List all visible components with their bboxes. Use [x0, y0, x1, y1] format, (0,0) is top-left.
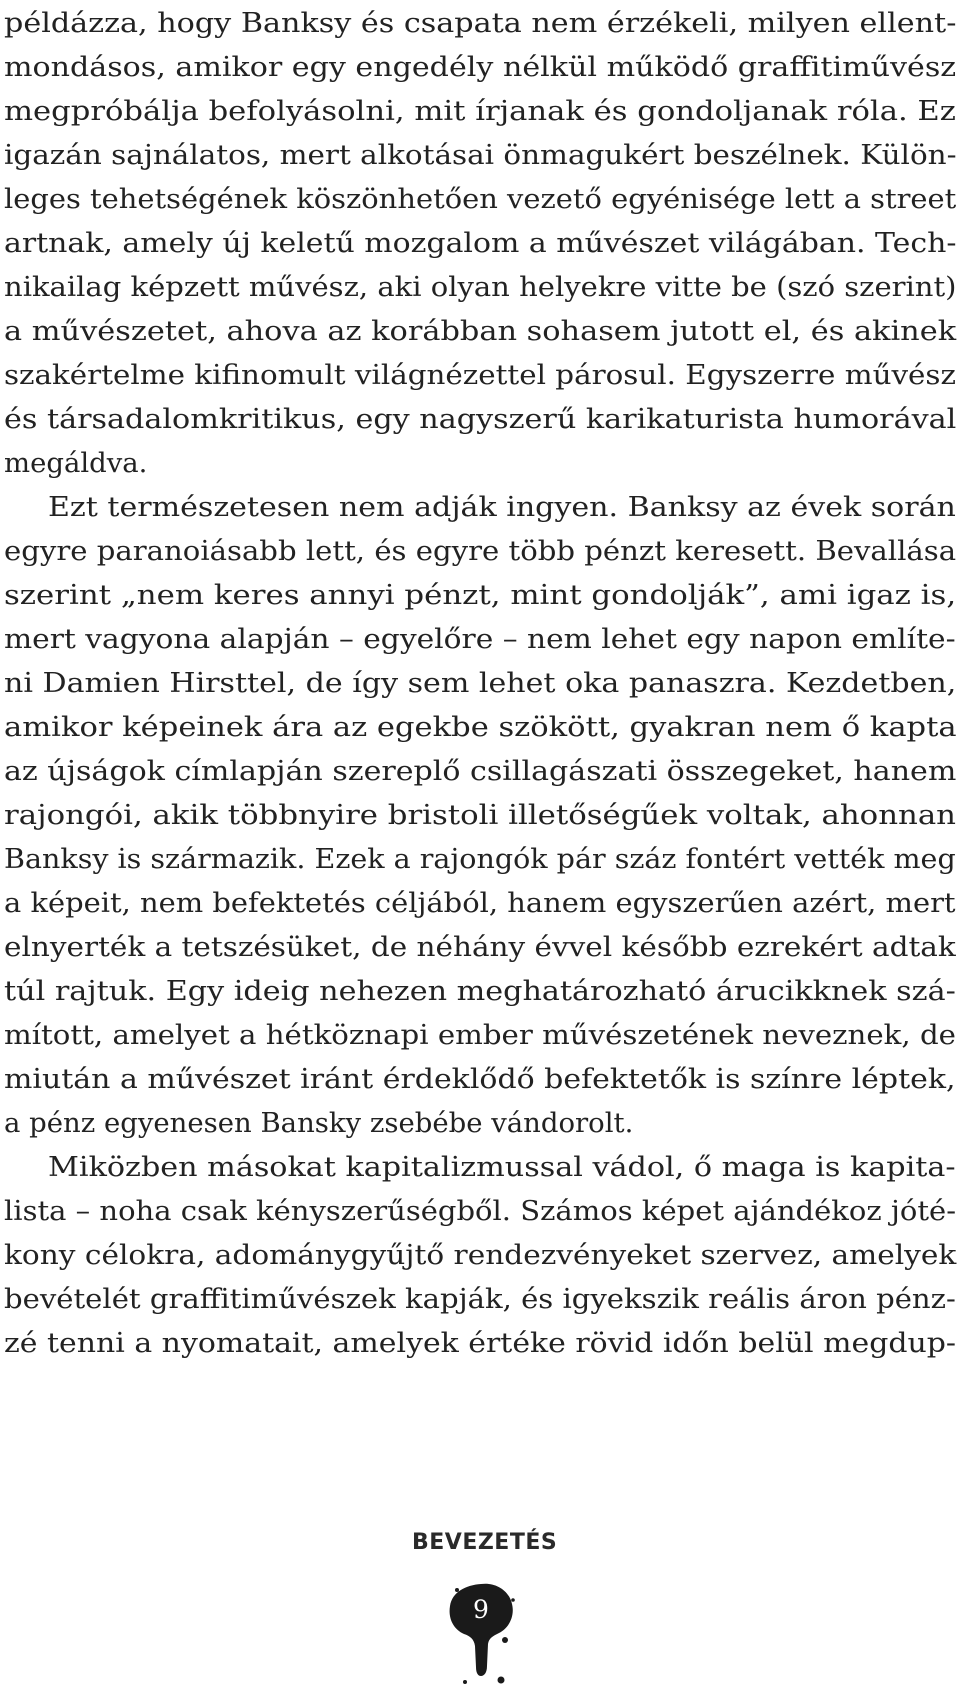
text-line: megpróbálja befolyásolni, mit írjanak és gondoljanak róla. Ez — [4, 95, 956, 127]
text-line-last: a pénz egyenesen Bansky zsebébe vándorolt. — [4, 1107, 634, 1139]
text-line: kony célokra, adománygyűjtő rendezvényeket szervez, amelyek — [4, 1239, 957, 1271]
text-line: a képeit, nem befektetés céljából, hanem egyszerűen azért, mert — [4, 887, 956, 919]
text-line: túl rajtuk. Egy ideig nehezen meghatározható árucikknek szá- — [4, 975, 956, 1007]
text-line: nikailag képzett művész, aki olyan helyekre vitte be (szó szerint) — [4, 271, 957, 303]
text-line: miután a művészet iránt érdeklődő befektetők is színre léptek, — [4, 1063, 956, 1095]
text-line: szakértelme kifinomult világnézettel párosul. Egyszerre művész — [4, 359, 956, 391]
text-line: elnyerték a tetszésüket, de néhány évvel később ezrekért adtak — [4, 931, 956, 963]
text-line: igazán sajnálatos, mert alkotásai önmagukért beszélnek. Külön- — [4, 139, 957, 171]
text-line: szerint „nem keres annyi pénzt, mint gondolják”, ami igaz is, — [4, 579, 957, 611]
text-line: Banksy is származik. Ezek a rajongók pár száz fontért vették meg — [4, 843, 956, 875]
text-line: egyre paranoiásabb lett, és egyre több pénzt keresett. Bevallása — [4, 535, 957, 567]
text-line: és társadalomkritikus, egy nagyszerű karikaturista humorával — [4, 403, 957, 435]
text-line: zé tenni a nyomatait, amelyek értéke rövid időn belül megdup- — [4, 1327, 957, 1359]
text-line: mondásos, amikor egy engedély nélkül működő graffitiművész — [4, 51, 957, 83]
text-line: rajongói, akik többnyire bristoli illetőségűek voltak, ahonnan — [4, 799, 956, 831]
text-line-last: megáldva. — [4, 447, 148, 479]
paragraph-first-line: Miközben másokat kapitalizmussal vádol, ő maga is kapita- — [48, 1151, 956, 1183]
text-line: a művészetet, ahova az korábban sohasem jutott el, és akinek — [4, 315, 957, 347]
text-line: leges tehetségének köszönhetően vezető egyénisége lett a street — [4, 183, 957, 215]
paragraph-first-line: Ezt természetesen nem adják ingyen. Banksy az évek során — [48, 491, 956, 523]
text-line: mert vagyona alapján – egyelőre – nem lehet egy napon említe- — [4, 623, 956, 655]
running-head: BEVEZETÉS — [412, 1530, 558, 1555]
text-line: az újságok címlapján szereplő csillagászati összegeket, hanem — [4, 755, 957, 787]
text-line: amikor képeinek ára az egekbe szökött, gyakran nem ő kapta — [4, 711, 957, 743]
text-line: lista – noha csak kényszerűségből. Számos képet ajándékoz jóté- — [4, 1195, 957, 1227]
text-line: artnak, amely új keletű mozgalom a művészet világában. Tech- — [4, 227, 957, 259]
page-number-badge — [443, 1578, 519, 1688]
page-number: 9 — [473, 1595, 489, 1624]
text-line: bevételét graffitiművészek kapják, és igyekszik reális áron pénz- — [4, 1283, 956, 1315]
text-line: mított, amelyet a hétköznapi ember művészetének neveznek, de — [4, 1019, 956, 1051]
text-line: ni Damien Hirsttel, de így sem lehet oka panaszra. Kezdetben, — [4, 667, 957, 699]
text-line: példázza, hogy Banksy és csapata nem érzékeli, milyen ellent- — [4, 7, 957, 39]
